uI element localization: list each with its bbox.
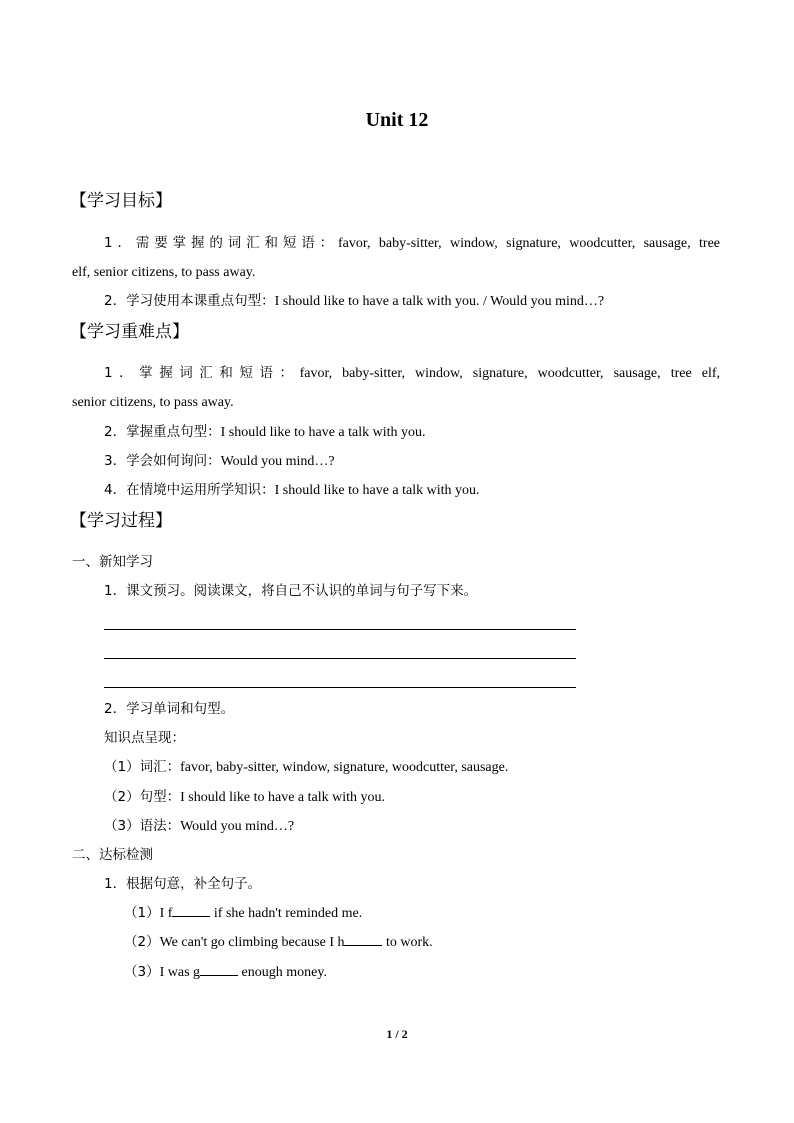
knowledge-label: 知识点呈现：	[104, 730, 185, 746]
part1-item-1: 1．课文预习。阅读课文，将自己不认识的单词与句子写下来。	[104, 583, 478, 599]
question-3	[124, 963, 327, 982]
question-2	[124, 933, 433, 952]
knowledge-item-1-text: favor, baby-sitter, window, signature, woodcutter, sausage.	[180, 760, 509, 775]
goals-item-2	[104, 292, 604, 311]
question-2-pre: We can't go climbing because I h	[159, 935, 345, 950]
knowledge-item-3-text: Would you mind…?	[180, 819, 295, 834]
knowledge-item-1	[104, 758, 508, 777]
question-3-blank[interactable]	[200, 963, 238, 976]
key-item-3-label: 3．学会如何询问：	[104, 453, 221, 469]
knowledge-item-2-text: I should like to have a talk with you.	[180, 790, 386, 805]
key-item-1	[104, 364, 720, 383]
goals-item-1-text: favor, baby-sitter, window, signature, woodcutter, sausage, tree	[338, 236, 721, 251]
writing-line-3[interactable]	[104, 687, 576, 688]
goals-item-2-text: I should like to have a talk with you. / Would you mind…?	[274, 294, 605, 309]
section-heading-process: 【学习过程】	[70, 511, 172, 531]
knowledge-item-2	[104, 788, 385, 807]
question-1-post: if she hadn't reminded me.	[210, 906, 363, 921]
question-1-label: （1）	[124, 905, 160, 921]
key-item-3-text: Would you mind…?	[220, 454, 335, 469]
question-3-label: （3）	[124, 964, 160, 980]
goals-item-2-label: 2．学习使用本课重点句型：	[104, 293, 275, 309]
goals-item-1	[104, 234, 720, 253]
question-1-pre: I f	[159, 906, 173, 921]
key-item-1-text: favor, baby-sitter, window, signature, woodcutter, sausage, tree elf,	[299, 366, 720, 381]
part1-heading: 一、新知学习	[72, 554, 153, 570]
page-number: 1 / 2	[386, 1027, 408, 1041]
section-heading-key-points: 【学习重难点】	[70, 322, 189, 342]
key-item-4-text: I should like to have a talk with you.	[274, 483, 480, 498]
key-item-1-cont: senior citizens, to pass away.	[72, 395, 234, 410]
question-2-label: （2）	[124, 934, 160, 950]
key-item-4-label: 4．在情境中运用所学知识：	[104, 482, 275, 498]
part2-heading: 二、达标检测	[72, 847, 153, 863]
question-1-blank[interactable]	[172, 904, 210, 917]
key-item-2-label: 2．掌握重点句型：	[104, 424, 221, 440]
part1-item-2: 2．学习单词和句型。	[104, 701, 235, 717]
question-2-post: to work.	[382, 935, 433, 950]
question-1	[124, 904, 362, 923]
question-3-pre: I was g	[159, 965, 201, 980]
goals-item-1-label: 1．需要掌握的词汇和短语：	[104, 235, 338, 251]
writing-line-2[interactable]	[104, 658, 576, 659]
key-item-3	[104, 452, 335, 471]
key-item-1-label: 1．掌握词汇和短语：	[104, 365, 300, 381]
knowledge-item-3	[104, 817, 294, 836]
question-2-blank[interactable]	[344, 933, 382, 946]
part2-item-1: 1．根据句意，补全句子。	[104, 876, 262, 892]
knowledge-item-1-label: （1）词汇：	[104, 759, 181, 775]
key-item-4	[104, 481, 480, 500]
question-3-post: enough money.	[238, 965, 327, 980]
writing-line-1[interactable]	[104, 629, 576, 630]
goals-item-1-cont: elf, senior citizens, to pass away.	[72, 265, 256, 280]
section-heading-goals: 【学习目标】	[70, 191, 172, 211]
page-title: Unit 12	[365, 109, 429, 131]
knowledge-item-3-label: （3）语法：	[104, 818, 181, 834]
key-item-2-text: I should like to have a talk with you.	[220, 425, 426, 440]
key-item-2	[104, 423, 426, 442]
knowledge-item-2-label: （2）句型：	[104, 789, 181, 805]
